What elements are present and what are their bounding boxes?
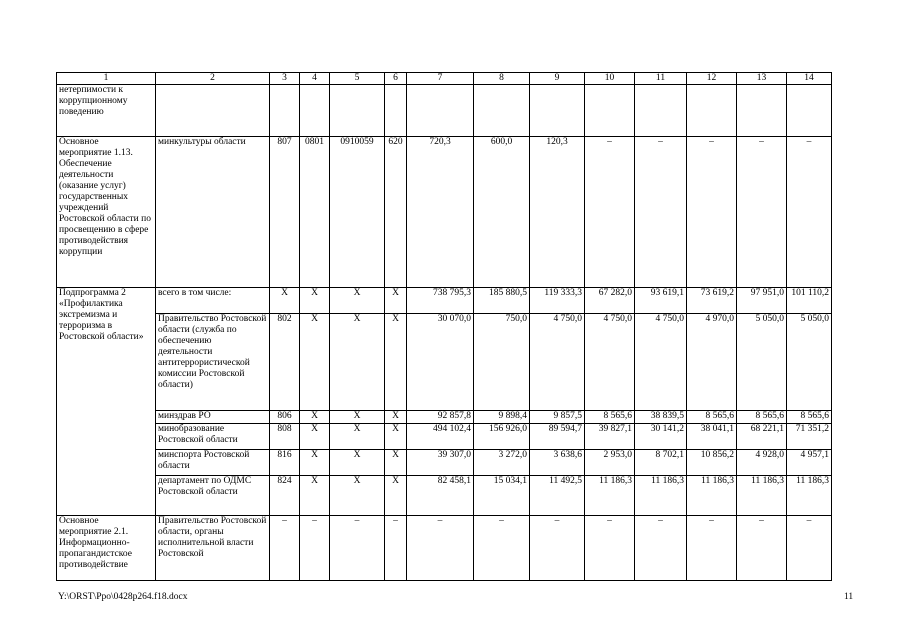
value-cell: –: [330, 516, 385, 581]
value-cell: X: [330, 411, 385, 424]
value-cell: 93 619,1: [635, 288, 687, 314]
value-cell: X: [330, 314, 385, 411]
footer-file-path: Y:\ORST\Ppo\0428p264.f18.docx: [58, 592, 188, 602]
column-number-header: 1: [57, 73, 156, 85]
value-cell: 720,3: [407, 137, 474, 288]
value-cell: 2 953,0: [585, 450, 635, 476]
value-cell: 4 750,0: [585, 314, 635, 411]
value-cell: [737, 85, 787, 137]
table-row: [57, 424, 832, 450]
value-cell: 101 110,2: [787, 288, 832, 314]
value-cell: 4 957,1: [787, 450, 832, 476]
value-cell: –: [687, 516, 737, 581]
value-cell: 38 839,5: [635, 411, 687, 424]
value-cell: X: [385, 450, 407, 476]
value-cell: 15 034,1: [474, 476, 530, 516]
value-cell: 39 307,0: [407, 450, 474, 476]
value-cell: 11 186,3: [737, 476, 787, 516]
value-cell: X: [300, 476, 330, 516]
column-number-header: 12: [687, 73, 737, 85]
value-cell: 119 333,3: [530, 288, 585, 314]
table-row: [57, 411, 832, 424]
value-cell: 11 492,5: [530, 476, 585, 516]
value-cell: 11 186,3: [635, 476, 687, 516]
table-row: [57, 314, 832, 411]
executor-cell: [156, 85, 270, 137]
value-cell: 5 050,0: [787, 314, 832, 411]
value-cell: 71 351,2: [787, 424, 832, 450]
value-cell: –: [737, 137, 787, 288]
value-cell: X: [330, 288, 385, 314]
value-cell: 5 050,0: [737, 314, 787, 411]
table-row: [57, 450, 832, 476]
value-cell: [530, 85, 585, 137]
column-number-header: 9: [530, 73, 585, 85]
table-row: [57, 288, 832, 314]
value-cell: –: [687, 137, 737, 288]
value-cell: X: [385, 288, 407, 314]
value-cell: 92 857,8: [407, 411, 474, 424]
value-cell: –: [385, 516, 407, 581]
value-cell: [385, 85, 407, 137]
value-cell: 600,0: [474, 137, 530, 288]
value-cell: 11 186,3: [585, 476, 635, 516]
value-cell: 68 221,1: [737, 424, 787, 450]
value-cell: [407, 85, 474, 137]
value-cell: 3 272,0: [474, 450, 530, 476]
column-number-header: 7: [407, 73, 474, 85]
value-cell: X: [385, 424, 407, 450]
header-row: [57, 73, 832, 85]
column-number-header: 10: [585, 73, 635, 85]
value-cell: 30 141,2: [635, 424, 687, 450]
value-cell: –: [787, 516, 832, 581]
executor-cell: минкультуры области: [156, 137, 270, 288]
value-cell: 738 795,3: [407, 288, 474, 314]
value-cell: –: [635, 137, 687, 288]
row-name-cell: Основное мероприятие 2.1. Информационно-пропагандистское противодействие: [57, 516, 156, 581]
column-number-header: 11: [635, 73, 687, 85]
value-cell: 120,3: [530, 137, 585, 288]
value-cell: X: [385, 476, 407, 516]
value-cell: 8 565,6: [687, 411, 737, 424]
value-cell: 494 102,4: [407, 424, 474, 450]
value-cell: [787, 85, 832, 137]
value-cell: X: [300, 314, 330, 411]
value-cell: 10 856,2: [687, 450, 737, 476]
value-cell: 620: [385, 137, 407, 288]
table-row: [57, 85, 832, 137]
table-row: [57, 516, 832, 581]
executor-cell: Правительство Ростовской области (служба по обеспечению деятельности антитеррористической комиссии Ростовской области): [156, 314, 270, 411]
value-cell: 807: [270, 137, 300, 288]
value-cell: 802: [270, 314, 300, 411]
column-number-header: 4: [300, 73, 330, 85]
value-cell: [585, 85, 635, 137]
row-name-cell: Подпрограмма 2 «Профилактика экстремизма и терроризма в Ростовской области»: [57, 288, 156, 516]
value-cell: –: [270, 516, 300, 581]
value-cell: 4 970,0: [687, 314, 737, 411]
value-cell: 8 565,6: [787, 411, 832, 424]
row-name-cell: Основное мероприятие 1.13. Обеспечение деятельности (оказание услуг) государственных учреждений Ростовской области по просвещению в сфере противодействия коррупции: [57, 137, 156, 288]
row-name-cell: нетерпимости к коррупционному поведению: [57, 85, 156, 137]
value-cell: 38 041,1: [687, 424, 737, 450]
value-cell: –: [635, 516, 687, 581]
page-number: 11: [844, 592, 854, 602]
value-cell: 67 282,0: [585, 288, 635, 314]
column-number-header: 2: [156, 73, 270, 85]
value-cell: 750,0: [474, 314, 530, 411]
column-number-header: 13: [737, 73, 787, 85]
column-number-header: 14: [787, 73, 832, 85]
value-cell: 3 638,6: [530, 450, 585, 476]
column-number-header: 3: [270, 73, 300, 85]
value-cell: X: [300, 411, 330, 424]
table-row: [57, 137, 832, 288]
value-cell: –: [585, 516, 635, 581]
value-cell: 73 619,2: [687, 288, 737, 314]
value-cell: X: [330, 424, 385, 450]
value-cell: 9 898,4: [474, 411, 530, 424]
executor-cell: департамент по ОДМС Ростовской области: [156, 476, 270, 516]
value-cell: –: [585, 137, 635, 288]
value-cell: 806: [270, 411, 300, 424]
value-cell: [474, 85, 530, 137]
value-cell: [635, 85, 687, 137]
value-cell: 82 458,1: [407, 476, 474, 516]
value-cell: X: [300, 450, 330, 476]
executor-cell: минздрав РО: [156, 411, 270, 424]
value-cell: 0910059: [330, 137, 385, 288]
value-cell: X: [330, 450, 385, 476]
value-cell: 808: [270, 424, 300, 450]
value-cell: [330, 85, 385, 137]
value-cell: 8 565,6: [737, 411, 787, 424]
value-cell: 9 857,5: [530, 411, 585, 424]
executor-cell: минобразование Ростовской области: [156, 424, 270, 450]
value-cell: [300, 85, 330, 137]
column-number-header: 6: [385, 73, 407, 85]
value-cell: X: [385, 314, 407, 411]
value-cell: X: [300, 424, 330, 450]
value-cell: 30 070,0: [407, 314, 474, 411]
value-cell: X: [270, 288, 300, 314]
value-cell: [687, 85, 737, 137]
value-cell: 39 827,1: [585, 424, 635, 450]
value-cell: –: [407, 516, 474, 581]
value-cell: –: [300, 516, 330, 581]
column-number-header: 5: [330, 73, 385, 85]
executor-cell: минспорта Ростовской области: [156, 450, 270, 476]
value-cell: –: [787, 137, 832, 288]
value-cell: X: [385, 411, 407, 424]
value-cell: 4 750,0: [530, 314, 585, 411]
table-row: [57, 476, 832, 516]
value-cell: 816: [270, 450, 300, 476]
value-cell: 824: [270, 476, 300, 516]
value-cell: X: [300, 288, 330, 314]
value-cell: 185 880,5: [474, 288, 530, 314]
column-number-header: 8: [474, 73, 530, 85]
value-cell: –: [530, 516, 585, 581]
value-cell: 156 926,0: [474, 424, 530, 450]
value-cell: –: [474, 516, 530, 581]
value-cell: 89 594,7: [530, 424, 585, 450]
value-cell: 0801: [300, 137, 330, 288]
value-cell: [270, 85, 300, 137]
value-cell: 11 186,3: [787, 476, 832, 516]
executor-cell: всего в том числе:: [156, 288, 270, 314]
value-cell: X: [330, 476, 385, 516]
value-cell: 8 565,6: [585, 411, 635, 424]
value-cell: 8 702,1: [635, 450, 687, 476]
value-cell: 4 928,0: [737, 450, 787, 476]
program-table: [56, 72, 832, 581]
value-cell: 97 951,0: [737, 288, 787, 314]
value-cell: 4 750,0: [635, 314, 687, 411]
executor-cell: Правительство Ростовской области, органы исполнительной власти Ростовской: [156, 516, 270, 581]
value-cell: 11 186,3: [687, 476, 737, 516]
value-cell: –: [737, 516, 787, 581]
